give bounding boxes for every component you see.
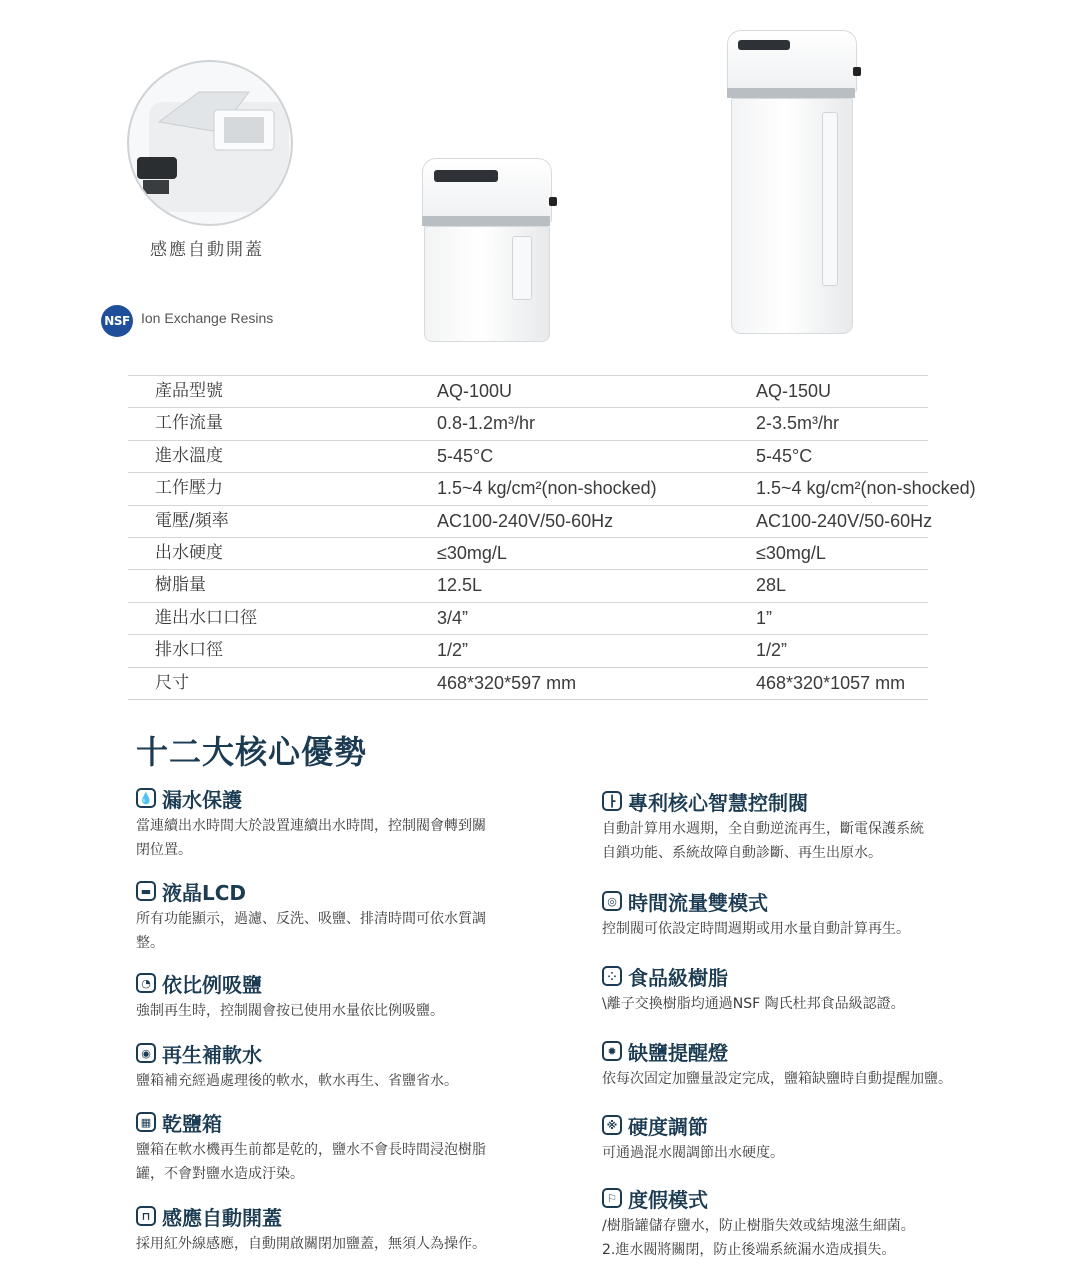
feature-description: 鹽箱在軟水機再生前都是乾的，鹽水不會長時間浸泡樹脂 罐，不會對鹽水造成汙染。 bbox=[136, 1142, 486, 1182]
feature-item bbox=[602, 887, 1022, 941]
spec-value-aq150u: 5-45°C bbox=[756, 445, 813, 466]
spec-row bbox=[128, 473, 976, 505]
feature-title: 乾鹽箱 bbox=[162, 1111, 222, 1136]
feature-title: 時間流量雙模式 bbox=[628, 890, 768, 915]
feature-title-row bbox=[602, 962, 1022, 990]
feature-description: 鹽箱補充經過處理後的軟水，軟水再生、省鹽省水。 bbox=[136, 1073, 458, 1089]
feature-item bbox=[136, 1108, 556, 1186]
feature-title: 缺鹽提醒燈 bbox=[628, 1040, 728, 1065]
feature-title-row bbox=[136, 969, 556, 997]
spec-label: 出水硬度 bbox=[155, 542, 223, 563]
feature-title-row bbox=[602, 1184, 1022, 1212]
small-unit-window bbox=[512, 236, 532, 300]
feature-title-row bbox=[602, 887, 1022, 915]
spec-label: 尺寸 bbox=[155, 672, 189, 693]
feature-description: 依每次固定加鹽量設定完成，鹽箱缺鹽時自動提醒加鹽。 bbox=[602, 1071, 952, 1087]
feature-title-row bbox=[136, 1039, 556, 1067]
lid-closeup-image bbox=[127, 60, 293, 226]
small-unit-top bbox=[422, 158, 552, 222]
spec-value-aq100u: AC100-240V/50-60Hz bbox=[437, 510, 614, 531]
spec-value-aq100u: 468*320*597 mm bbox=[437, 672, 577, 693]
spec-table bbox=[128, 375, 976, 700]
spec-row bbox=[128, 408, 928, 440]
feature-title: 再生補軟水 bbox=[162, 1042, 262, 1067]
feature-title: 感應自動開蓋 bbox=[162, 1205, 282, 1230]
spec-value-aq150u: AC100-240V/50-60Hz bbox=[756, 510, 933, 531]
spec-value-aq100u: AQ-100U bbox=[437, 381, 513, 401]
spec-value-aq150u: 1/2” bbox=[756, 640, 788, 661]
monitor-icon: ▬ bbox=[136, 881, 156, 901]
feature-title-row bbox=[602, 1111, 1022, 1139]
feature-title: 度假模式 bbox=[628, 1187, 708, 1212]
feature-title: 漏水保護 bbox=[162, 787, 242, 812]
spec-row bbox=[128, 506, 933, 538]
feature-title-row bbox=[136, 784, 556, 812]
feature-item bbox=[136, 784, 556, 862]
feature-title: 硬度調節 bbox=[628, 1114, 708, 1139]
feature-title: 依比例吸鹽 bbox=[162, 972, 262, 997]
bulb-icon: ✹ bbox=[602, 1041, 622, 1061]
big-unit-knob bbox=[853, 67, 861, 76]
gauge-icon: ◔ bbox=[136, 973, 156, 993]
feature-title: 食品級樹脂 bbox=[628, 965, 728, 990]
water-drop-icon: 💧 bbox=[136, 788, 156, 808]
feature-item bbox=[136, 1039, 556, 1093]
feature-description: 所有功能顯示，過濾、反洗、吸鹽、排清時間可依水質調 整。 bbox=[136, 911, 486, 951]
spec-row bbox=[128, 570, 928, 602]
feature-title-row bbox=[136, 1108, 556, 1136]
spec-value-aq150u: 1.5~4 kg/cm²(non-shocked) bbox=[756, 478, 976, 499]
big-unit-window bbox=[822, 112, 838, 286]
spec-value-aq150u: AQ-150U bbox=[756, 381, 832, 401]
feature-item bbox=[602, 787, 1022, 865]
spec-label: 樹脂量 bbox=[155, 575, 206, 596]
spec-label: 進出水口口徑 bbox=[155, 607, 257, 628]
spec-value-aq100u: 0.8-1.2m³/hr bbox=[437, 413, 536, 434]
nsf-resin-text: Ion Exchange Resins bbox=[141, 310, 274, 326]
feature-item bbox=[602, 1184, 1022, 1262]
big-unit-band bbox=[727, 88, 855, 98]
feature-description: 自動計算用水週期，全自動逆流再生，斷電保護系統 自鎖功能、系統故障自動診斷、再生出原水。 bbox=[602, 821, 924, 861]
feature-title-row bbox=[602, 1037, 1022, 1065]
feature-description: 採用紅外線感應，自動開啟關閉加鹽蓋，無須人為操作。 bbox=[136, 1236, 486, 1252]
feature-description: 強制再生時，控制閥會按已使用水量依比例吸鹽。 bbox=[136, 1003, 444, 1019]
vacation-icon: ⚐ bbox=[602, 1188, 622, 1208]
features-heading: 十二大核心優勢 bbox=[136, 733, 368, 771]
spec-value-aq100u: 1/2” bbox=[437, 640, 469, 661]
nsf-logo-icon: NSF bbox=[101, 305, 133, 337]
small-unit-knob bbox=[549, 197, 557, 206]
spec-value-aq100u: 12.5L bbox=[437, 575, 483, 596]
spec-label: 工作壓力 bbox=[155, 478, 223, 499]
spec-row bbox=[128, 375, 928, 408]
spec-label: 排水口徑 bbox=[155, 640, 223, 661]
spec-value-aq150u: 2-3.5m³/hr bbox=[756, 413, 840, 434]
spec-row bbox=[128, 668, 928, 700]
feature-item bbox=[602, 1037, 1022, 1091]
feature-title-row bbox=[136, 877, 556, 905]
big-unit-display bbox=[738, 40, 790, 50]
spec-value-aq150u: 1” bbox=[756, 607, 773, 628]
salt-box-icon: ▦ bbox=[136, 1112, 156, 1132]
feature-title-row bbox=[602, 787, 1022, 815]
spec-label: 工作流量 bbox=[155, 413, 223, 434]
lid-closeup-illustration bbox=[129, 62, 291, 224]
spec-label: 進水溫度 bbox=[155, 445, 223, 466]
feature-item bbox=[136, 969, 556, 1023]
spec-row bbox=[128, 441, 928, 473]
spec-value-aq150u: ≤30mg/L bbox=[756, 542, 826, 563]
spec-row bbox=[128, 538, 928, 570]
spec-row bbox=[128, 635, 928, 667]
spec-value-aq100u: ≤30mg/L bbox=[437, 542, 507, 563]
small-unit-band bbox=[422, 216, 550, 226]
feature-item bbox=[602, 962, 1022, 1016]
spec-value-aq100u: 3/4” bbox=[437, 607, 469, 628]
spec-label: 產品型號 bbox=[155, 381, 223, 401]
lid-caption: 感應自動開蓋 bbox=[150, 240, 264, 260]
feature-description: \離子交換樹脂均通過NSF 陶氏杜邦食品級認證。 bbox=[602, 996, 905, 1012]
feature-description: /樹脂罐儲存鹽水，防止樹脂失效或結塊滋生細菌。 2.進水閥將關閉，防止後端系統漏水造成損失。 bbox=[602, 1218, 915, 1258]
spec-row bbox=[128, 603, 928, 635]
recycle-drop-icon: ◉ bbox=[136, 1043, 156, 1063]
feature-title: 液晶LCD bbox=[162, 880, 247, 905]
feature-item bbox=[136, 877, 556, 955]
feature-item bbox=[602, 1111, 1022, 1165]
valve-icon: ┣ bbox=[602, 791, 622, 811]
open-lid-icon: ⊓ bbox=[136, 1206, 156, 1226]
feature-description: 控制閥可依設定時間週期或用水量自動計算再生。 bbox=[602, 921, 910, 937]
feature-title: 專利核心智慧控制閥 bbox=[628, 790, 808, 815]
spec-value-aq150u: 28L bbox=[756, 575, 787, 596]
feature-title-row bbox=[136, 1202, 556, 1230]
feature-item bbox=[136, 1202, 556, 1256]
hardness-icon: ※ bbox=[602, 1115, 622, 1135]
timer-icon: ◎ bbox=[602, 891, 622, 911]
spec-value-aq150u: 468*320*1057 mm bbox=[756, 672, 906, 693]
feature-description: 可通過混水閥調節出水硬度。 bbox=[602, 1145, 784, 1161]
resin-icon: ⁘ bbox=[602, 966, 622, 986]
spec-value-aq100u: 5-45°C bbox=[437, 445, 494, 466]
spec-label: 電壓/頻率 bbox=[155, 510, 229, 531]
feature-description: 當連續出水時間大於設置連續出水時間，控制閥會轉到關 閉位置。 bbox=[136, 818, 486, 858]
small-unit-display bbox=[434, 170, 498, 182]
spec-value-aq100u: 1.5~4 kg/cm²(non-shocked) bbox=[437, 478, 657, 499]
